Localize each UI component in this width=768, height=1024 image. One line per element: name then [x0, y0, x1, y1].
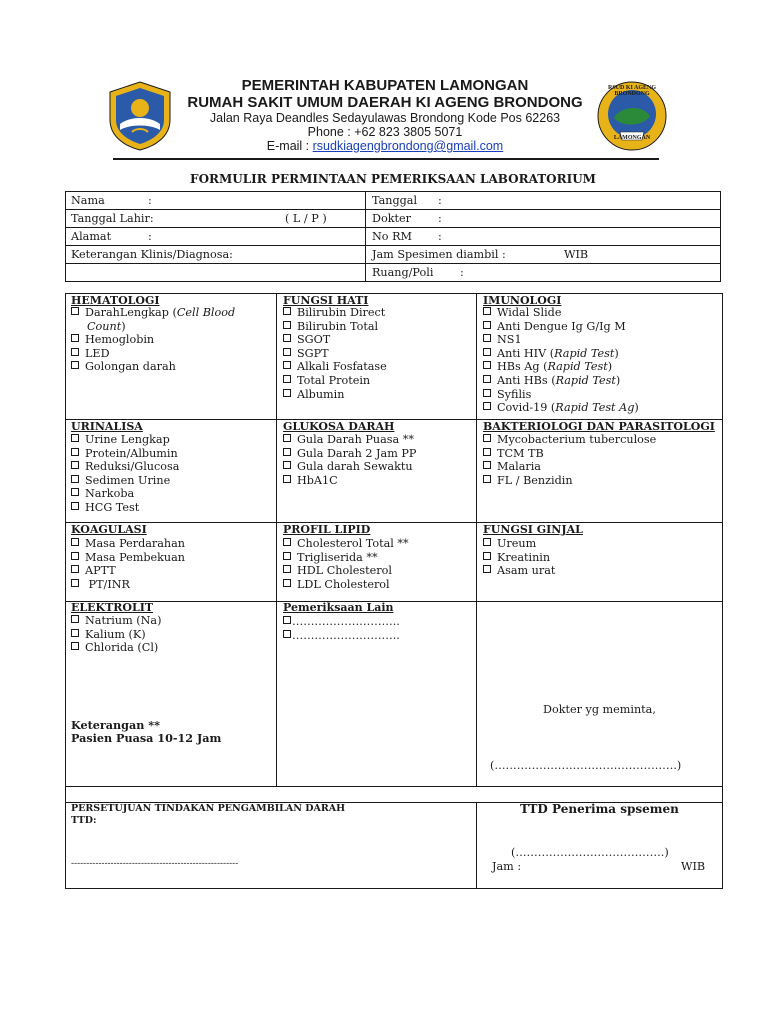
checkbox-icon — [283, 475, 291, 483]
row-divider — [65, 209, 721, 210]
checkbox-item[interactable] — [71, 447, 179, 461]
ttd-signature-line[interactable]: ------------------------------------------------------- — [71, 859, 239, 869]
checkbox-item[interactable] — [71, 641, 161, 655]
checkbox-item[interactable] — [283, 447, 416, 461]
checkbox-icon — [71, 361, 79, 369]
email-label: E-mail : — [266, 139, 313, 153]
item-label-italic: Count — [87, 319, 122, 333]
header-address: Jalan Raya Deandles Sedayulawas Brondong Kode Pos 62263 — [209, 111, 561, 125]
item-label: Narkoba — [85, 487, 135, 501]
checkbox-item[interactable] — [283, 306, 387, 320]
dokter-label: Dokter — [372, 212, 411, 225]
checkbox-anti-hbs[interactable] — [483, 374, 639, 388]
checkbox-darah-lengkap[interactable] — [71, 306, 235, 320]
checkbox-icon — [71, 565, 79, 573]
item-label: Bilirubin Total — [297, 319, 379, 333]
checkbox-icon — [283, 448, 291, 456]
item-label: HDL Cholesterol — [297, 564, 392, 578]
lain-list — [283, 615, 400, 642]
checkbox-icon — [483, 334, 491, 342]
checkbox-icon — [71, 475, 79, 483]
checkbox-icon — [483, 348, 491, 356]
checkbox-item[interactable] — [283, 388, 387, 402]
fungsi-hati-list — [283, 306, 387, 401]
jam-wib: WIB — [681, 860, 706, 873]
item-label: Albumin — [297, 387, 345, 401]
checkbox-item[interactable] — [483, 433, 656, 447]
checkbox-item[interactable] — [71, 474, 179, 488]
header-phone: Phone : +62 823 3805 5071 — [307, 125, 463, 139]
checkbox-item[interactable] — [283, 433, 416, 447]
grid-row-divider — [65, 786, 723, 787]
checkbox-item[interactable] — [283, 374, 387, 388]
checkbox-icon — [71, 538, 79, 546]
header-email-line — [150, 139, 620, 153]
item-label: Total Protein — [297, 373, 371, 387]
checkbox-icon — [283, 552, 291, 560]
item-label: LED — [85, 346, 110, 360]
item-label: Anti HBs ( — [497, 373, 556, 387]
urinalisa-list — [71, 433, 179, 515]
penerima-signature-line[interactable]: (………………………………….) — [511, 846, 669, 859]
gender-label: ( L / P ) — [285, 212, 327, 225]
tgl-lahir-label: Tanggal Lahir: — [71, 212, 154, 225]
grid-col-divider — [276, 293, 277, 786]
item-label-italic: Rapid Test — [554, 346, 615, 360]
item-label: ) — [634, 401, 639, 415]
item-label: Alkali Fosfatase — [297, 360, 387, 374]
dokter-colon: : — [438, 212, 442, 225]
item-label: Protein/Albumin — [85, 446, 178, 460]
section-urinalisa: URINALISA — [71, 420, 143, 433]
row-divider — [65, 245, 721, 246]
item-label: HbA1C — [297, 473, 338, 487]
item-label: SGPT — [297, 346, 329, 360]
checkbox-item[interactable] — [71, 433, 179, 447]
checkbox-icon — [283, 321, 291, 329]
section-imunologi: IMUNOLOGI — [483, 294, 562, 307]
item-label: Ureum — [497, 537, 537, 550]
checkbox-item[interactable] — [71, 578, 185, 592]
checkbox-item[interactable] — [483, 551, 555, 565]
checkbox-icon — [71, 552, 79, 560]
item-label-italic: Rapid Test — [555, 373, 616, 387]
item-label: Kalium (K) — [85, 627, 146, 641]
item-label: Masa Pembekuan — [85, 550, 185, 564]
checkbox-item[interactable] — [71, 628, 161, 642]
item-label: Hemoglobin — [85, 333, 155, 347]
item-label: Syfilis — [497, 387, 532, 401]
puasa-note: Pasien Puasa 10-12 Jam — [71, 731, 222, 745]
checkbox-hbs-ag[interactable] — [483, 360, 639, 374]
checkbox-item[interactable] — [71, 501, 179, 515]
jam-spesimen-wib: WIB — [564, 248, 589, 261]
checkbox-icon — [71, 307, 79, 315]
penerima-title: TTD Penerima spsemen — [520, 802, 679, 816]
ruang-poli-colon: : — [460, 266, 464, 279]
checkbox-item[interactable] — [283, 360, 387, 374]
checkbox-icon — [283, 616, 291, 624]
jam-label: Jam : — [492, 860, 522, 873]
grid-col-divider — [476, 293, 477, 786]
dots: ……………………….. — [292, 628, 400, 642]
no-rm-label: No RM — [372, 230, 412, 243]
keterangan-klinis-label: Keterangan Klinis/Diagnosa: — [71, 248, 233, 261]
checkbox-item[interactable] — [283, 460, 416, 474]
item-label: FL / Benzidin — [497, 473, 573, 487]
section-pemeriksaan-lain: Pemeriksaan Lain — [283, 601, 394, 614]
checkbox-item[interactable] — [483, 447, 656, 461]
bakteriologi-list — [483, 433, 656, 487]
checkbox-ns1[interactable] — [483, 333, 639, 347]
checkbox-item[interactable] — [483, 564, 555, 578]
item-label: Bilirubin Direct — [297, 306, 386, 319]
section-profil-lipid: PROFIL LIPID — [283, 523, 371, 536]
header-line2: RUMAH SAKIT UMUM DAERAH KI AGENG BRONDONG — [187, 94, 583, 111]
item-label: Anti HIV ( — [497, 346, 555, 360]
checkbox-icon — [283, 565, 291, 573]
checkbox-item[interactable] — [283, 578, 409, 592]
item-label: Covid-19 ( — [497, 401, 556, 415]
checkbox-icon — [283, 334, 291, 342]
item-label: ) — [121, 319, 126, 333]
ruang-poli-label: Ruang/Poli — [372, 266, 434, 279]
item-continuation — [71, 320, 235, 334]
item-label: Sedimen Urine — [85, 473, 171, 487]
dokter-meminta-label: Dokter yg meminta, — [543, 703, 656, 716]
checkbox-item[interactable] — [483, 474, 656, 488]
col-divider — [365, 191, 366, 282]
alamat-label: Alamat — [71, 230, 112, 243]
item-label: PT/INR — [85, 577, 130, 591]
checkbox-icon — [283, 538, 291, 546]
checkbox-icon — [283, 307, 291, 315]
item-label: Cholesterol Total ** — [297, 537, 409, 550]
item-label: Gula Darah 2 Jam PP — [297, 446, 417, 460]
item-label: DarahLengkap ( — [85, 306, 177, 319]
item-label: Widal Slide — [497, 306, 562, 319]
item-label: ) — [614, 346, 619, 360]
elektrolit-list — [71, 614, 161, 655]
checkbox-icon — [71, 448, 79, 456]
checkbox-item[interactable] — [483, 537, 555, 551]
hematologi-list — [71, 306, 235, 374]
checkbox-icon — [71, 579, 79, 587]
checkbox-icon — [71, 615, 79, 623]
item-label: Golongan darah — [85, 360, 176, 374]
checkbox-icon — [71, 502, 79, 510]
checkbox-item[interactable] — [71, 551, 185, 565]
checkbox-icon — [483, 375, 491, 383]
dokter-signature-line[interactable]: (………………………………………….) — [490, 759, 682, 772]
profil-lipid-list — [283, 537, 409, 591]
row-divider — [65, 263, 721, 264]
checkbox-syfilis[interactable] — [483, 388, 639, 402]
koagulasi-list — [71, 537, 185, 591]
item-label-italic: Cell Blood — [176, 306, 236, 319]
checkbox-covid[interactable] — [483, 401, 639, 415]
checkbox-item[interactable] — [71, 487, 179, 501]
item-label: ) — [615, 373, 621, 387]
checkbox-item[interactable] — [283, 474, 416, 488]
checkbox-item[interactable] — [283, 333, 387, 347]
checkbox-anti-hiv[interactable] — [483, 347, 639, 361]
item-label: Reduksi/Glucosa — [85, 460, 180, 474]
footer-col-divider — [476, 802, 477, 889]
ttd-label: TTD: — [71, 815, 97, 826]
section-koagulasi: KOAGULASI — [71, 523, 147, 536]
item-label: Asam urat — [497, 564, 556, 578]
no-rm-colon: : — [438, 230, 442, 243]
checkbox-item[interactable] — [71, 537, 185, 551]
checkbox-icon — [483, 389, 491, 397]
row-divider — [65, 227, 721, 228]
item-label-italic: Rapid Test — [547, 360, 608, 374]
checkbox-icon — [283, 579, 291, 587]
checkbox-led[interactable] — [71, 347, 235, 361]
checkbox-icon — [283, 630, 291, 638]
checkbox-item[interactable] — [283, 551, 409, 565]
section-bakteriologi: BAKTERIOLOGI DAN PARASITOLOGI — [483, 420, 715, 433]
checkbox-icon — [71, 334, 79, 342]
item-label: Urine Lengkap — [85, 433, 170, 446]
item-label: Trigliserida ** — [297, 550, 378, 564]
nama-label: Nama — [71, 194, 105, 207]
checkbox-icon — [483, 475, 491, 483]
logo-text-bottom: LAMONGAN — [613, 135, 651, 141]
item-label: Masa Perdarahan — [85, 537, 186, 550]
section-glukosa-darah: GLUKOSA DARAH — [283, 420, 395, 433]
checkbox-icon — [283, 375, 291, 383]
logo-rsud — [596, 80, 668, 152]
checkbox-item[interactable] — [283, 347, 387, 361]
section-fungsi-hati: FUNGSI HATI — [283, 294, 369, 307]
other-exam-field[interactable] — [283, 629, 400, 643]
checkbox-item[interactable] — [283, 320, 387, 334]
item-label: SGOT — [297, 333, 331, 347]
grid-row-divider — [65, 601, 723, 602]
checkbox-icon — [483, 307, 491, 315]
checkbox-item[interactable] — [71, 460, 179, 474]
item-label-italic: Rapid Test Ag — [555, 401, 635, 415]
checkbox-icon — [283, 348, 291, 356]
alamat-colon: : — [148, 230, 152, 243]
item-label: HBs Ag ( — [497, 360, 548, 374]
header-divider — [113, 158, 659, 160]
checkbox-icon — [483, 402, 491, 410]
fungsi-ginjal-list — [483, 537, 555, 578]
item-label: Chlorida (Cl) — [85, 641, 159, 655]
checkbox-icon — [71, 629, 79, 637]
checkbox-icon — [483, 552, 491, 560]
grid-row-divider — [65, 522, 723, 523]
nama-colon: : — [148, 194, 152, 207]
checkbox-icon — [483, 538, 491, 546]
dots: ……………………….. — [292, 615, 400, 628]
item-label: Gula darah Sewaktu — [297, 460, 413, 474]
other-exam-field[interactable] — [283, 615, 400, 629]
section-fungsi-ginjal: FUNGSI GINJAL — [483, 523, 583, 536]
checkbox-item[interactable] — [71, 564, 185, 578]
item-label: Natrium (Na) — [85, 614, 162, 627]
item-label: NS1 — [497, 333, 522, 347]
tanggal-label: Tanggal — [372, 194, 418, 207]
item-label: Anti Dengue Ig G/Ig M — [497, 319, 626, 333]
checkbox-icon — [71, 461, 79, 469]
checkbox-icon — [71, 488, 79, 496]
section-elektrolit: ELEKTROLIT — [71, 601, 154, 614]
checkbox-golongan-darah[interactable] — [71, 360, 235, 374]
checkbox-icon — [483, 461, 491, 469]
tanggal-colon: : — [438, 194, 442, 207]
checkbox-icon — [71, 348, 79, 356]
jam-spesimen-label: Jam Spesimen diambil : — [372, 248, 506, 261]
item-label: Gula Darah Puasa ** — [297, 433, 414, 446]
checkbox-icon — [283, 361, 291, 369]
checkbox-item[interactable] — [283, 564, 409, 578]
checkbox-icon — [283, 389, 291, 397]
imunologi-list — [483, 306, 639, 415]
item-label: LDL Cholesterol — [297, 577, 390, 591]
item-label: HCG Test — [85, 500, 140, 514]
form-title: FORMULIR PERMINTAAN PEMERIKSAAN LABORATORIUM — [190, 172, 596, 186]
checkbox-icon — [283, 461, 291, 469]
checkbox-icon — [283, 434, 291, 442]
checkbox-item[interactable] — [483, 460, 656, 474]
checkbox-icon — [483, 448, 491, 456]
item-label: TCM TB — [497, 446, 544, 460]
checkbox-icon — [71, 642, 79, 650]
checkbox-item[interactable] — [283, 537, 409, 551]
checkbox-icon — [71, 434, 79, 442]
checkbox-icon — [483, 565, 491, 573]
checkbox-icon — [483, 321, 491, 329]
item-label: ) — [607, 360, 613, 374]
item-label: Mycobacterium tuberculose — [497, 433, 657, 446]
checkbox-item[interactable] — [71, 614, 161, 628]
item-label: Malaria — [497, 460, 541, 474]
glukosa-list — [283, 433, 416, 487]
checkbox-hemoglobin[interactable] — [71, 333, 235, 347]
checkbox-icon — [483, 434, 491, 442]
logo-text-top: RSUD KI AGENG BRONDONG — [607, 85, 656, 97]
item-label: Kreatinin — [497, 550, 551, 564]
checkbox-icon — [483, 361, 491, 369]
section-hematologi: HEMATOLOGI — [71, 294, 160, 307]
persetujuan-title: PERSETUJUAN TINDAKAN PENGAMBILAN DARAH — [71, 803, 346, 814]
checkbox-anti-dengue[interactable] — [483, 320, 639, 334]
checkbox-widal[interactable] — [483, 306, 639, 320]
item-label: APTT — [85, 564, 116, 578]
keterangan-note: Keterangan ** — [71, 718, 160, 732]
header-line1: PEMERINTAH KABUPATEN LAMONGAN — [241, 77, 529, 94]
email-link[interactable]: rsudkiageng​brondong@gmail.com — [312, 139, 504, 153]
